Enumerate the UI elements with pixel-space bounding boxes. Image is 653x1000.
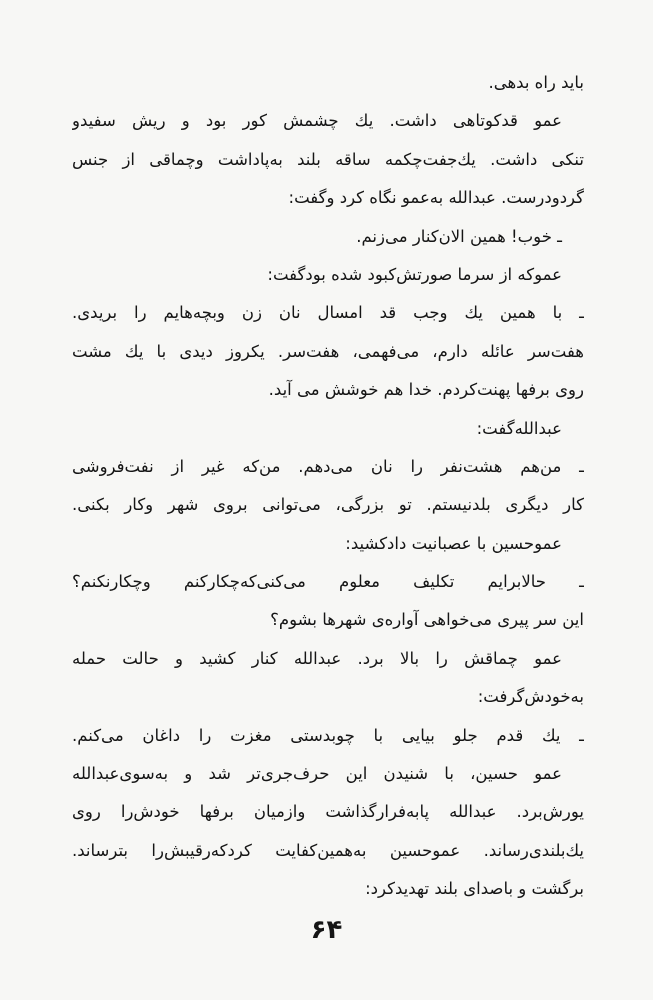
text-line: کار دیگری بلدنیستم. تو بزرگی، می‌توانی بروی شهر وکار بکنی. [72, 495, 584, 515]
body-text [72, 64, 584, 909]
text-line: ـ خوب! همین الان‌کنار می‌زنم. [356, 226, 562, 246]
text-line: ـ حالابرایم تکلیف معلوم می‌کنی‌که‌چکارکنم وچکارنکنم؟ [72, 572, 584, 592]
text-line: عموکه از سرما صورتش‌کبود شده بودگفت: [267, 264, 562, 284]
text-line: عمو چماقش را بالا برد. عبدالله کنار کشید و حالت حمله [72, 648, 562, 668]
text-line: یورش‌برد. عبدالله پابه‌فرارگذاشت وازمیان برفها خودش‌را روی [72, 802, 584, 822]
text-line: عبدالله‌گفت: [476, 418, 562, 438]
text-line: برگشت و باصدای بلند تهدیدکرد: [365, 879, 584, 899]
text-line: هفت‌سر عائله دارم، می‌فهمی، هفت‌سر. یکروز دیدی با یك مشت [72, 341, 584, 361]
text-line: گردودرست. عبدالله به‌عمو نگاه کرد وگفت: [288, 188, 584, 208]
text-line: باید راه بدهی. [488, 73, 584, 92]
text-line: این سر پیری می‌خواهی آواره‌ی شهرها بشوم؟ [270, 610, 584, 630]
text-line: یك‌بلندی‌رساند. عموحسین به‌همین‌کفایت کردکه‌رقیبش‌را بترساند. [72, 840, 584, 860]
text-line: به‌خودش‌گرفت: [477, 687, 584, 707]
text-line: عموحسین با عصبانیت دادکشید: [345, 533, 562, 553]
text-line: ـ من‌هم هشت‌نفر را نان می‌دهم. من‌که غیر از نفت‌فروشی [72, 456, 584, 476]
text-line: عمو حسین، با شنیدن این حرف‌جری‌تر شد و به‌سوی‌عبدالله [72, 764, 562, 784]
text-line: عمو قدکوتاهی داشت. یك چشمش کور بود و ریش سفیدو [72, 111, 562, 131]
text-line: ـ با همین یك وجب قد امسال نان زن وبچه‌هایم را بریدی. [72, 303, 584, 323]
text-line: روی برفها پهنت‌کردم. خدا هم خوشش می آید. [268, 380, 584, 400]
text-line: تنکی داشت. یك‌جفت‌چکمه ساقه بلند به‌پاداشت وچماقی از جنس [72, 149, 584, 169]
page-number: ۶۴ [310, 915, 343, 945]
text-line: ـ یك قدم جلو بیایی با چوبدستی مغزت را داغان می‌کنم. [72, 725, 584, 745]
